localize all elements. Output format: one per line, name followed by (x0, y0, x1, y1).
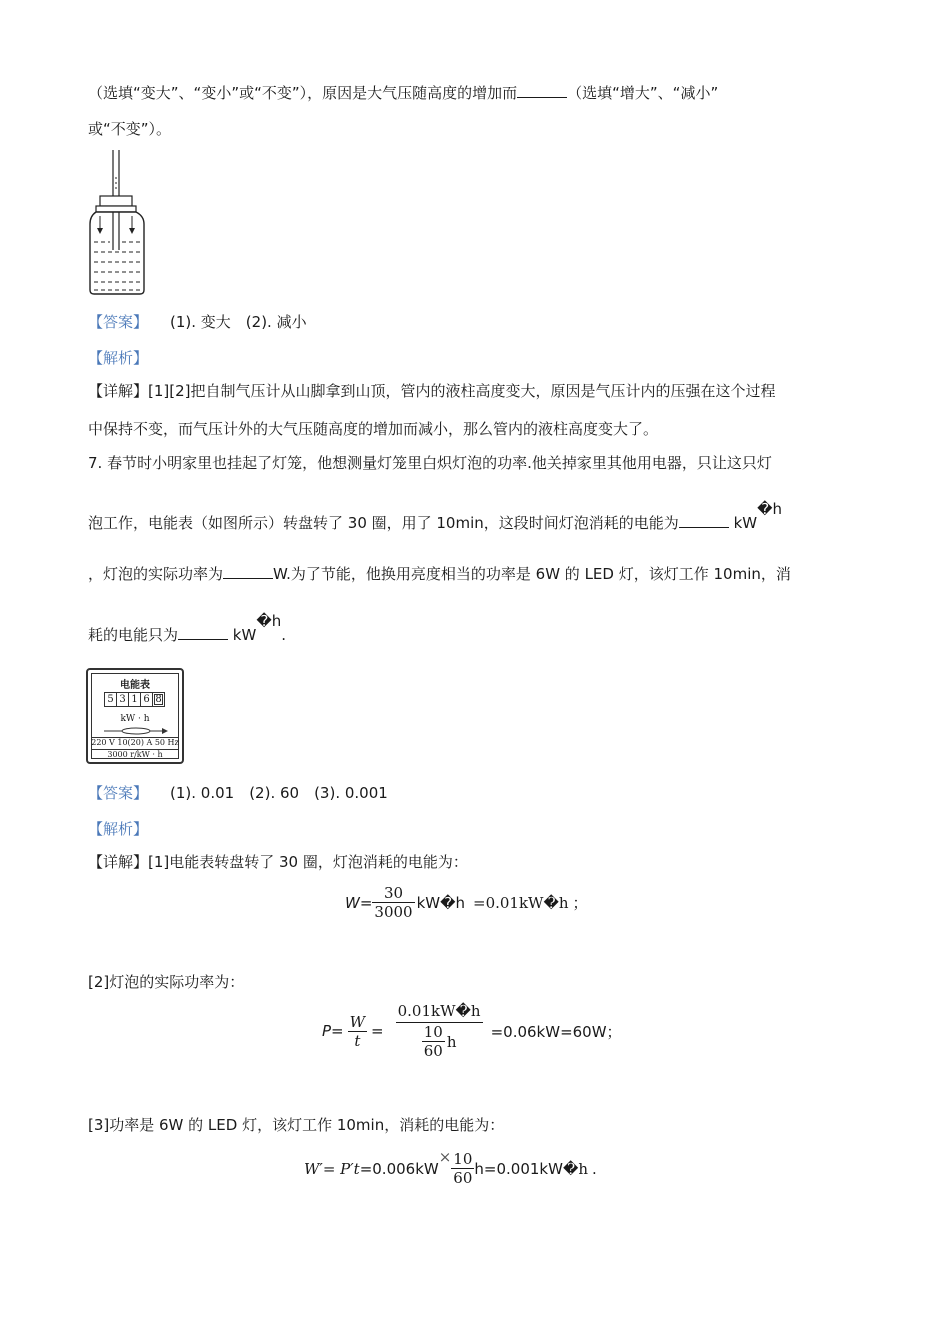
q7-answer: 【答案】 (1). 0.01 (2). 60 (3). 0.001 (88, 784, 388, 802)
fraction: $\frac{30}{3000}$ (374, 884, 413, 921)
fraction: $\frac{W}{t}$ (349, 1012, 366, 1050)
meter-digit: 6 (141, 693, 153, 706)
q6-answer: 【答案】 (1). 变大 (2). 减小 (88, 313, 307, 331)
barometer-figure (86, 150, 148, 296)
answer-blank[interactable] (223, 564, 273, 579)
meter-spec: 220 V 10(20) A 50 Hz (91, 738, 179, 747)
q7-detail3: [3]功率是 6W 的 LED 灯，该灯工作 10min，消耗的电能为： (88, 1116, 505, 1134)
equation-2: P= $\frac{W}{t}$ = 0.01kW�h $\frac{10}{60}$ h =0.06kW=60W； (322, 1002, 622, 1060)
q7-analysis-tag: 【解析】 (88, 820, 149, 838)
fraction: $\frac{10}{60}$ (423, 1023, 443, 1060)
q7-line4: 耗的电能只为 kW�h. (88, 612, 286, 644)
fraction: $\frac{10}{60}$ (453, 1150, 473, 1187)
equation-3: W′= P′t =0.006kW × $\frac{10}{60}$ h=0.001kW �h . (304, 1147, 597, 1187)
meter-unit: kW · h (120, 714, 150, 724)
equation-1: W= $\frac{30}{3000}$ kW�h =0.01kW�h ； (345, 884, 588, 921)
meter-rev: 3000 r/kW · h (91, 749, 179, 759)
meter-disc-arrow (102, 726, 170, 736)
electricity-meter-figure (86, 668, 184, 764)
q6-detail-line2: 中保持不变，而气压计外的大气压随高度的增加而减小，那么管内的液柱高度变大了。 (88, 420, 659, 438)
meter-digit: 8 (153, 693, 164, 706)
q6-line2: 或“不变”）。 (88, 120, 172, 138)
meter-digit: 1 (129, 693, 141, 706)
q6-detail-line1: 【详解】[1][2]把自制气压计从山脚拿到山顶，管内的液柱高度变大，原因是气压计内的压强在这个过程 (88, 382, 776, 400)
q7-line2: 泡工作，电能表（如图所示）转盘转了 30 圈，用了 10min，这段时间灯泡消耗的电能为 kW�h (88, 500, 782, 532)
meter-digit: 5 (105, 693, 117, 706)
q7-detail1: 【详解】[1]电能表转盘转了 30 圈，灯泡消耗的电能为： (88, 853, 468, 871)
q7-line1: 7. 春节时小明家里也挂起了灯笼，他想测量灯笼里白炽灯泡的功率.他关掉家里其他用电器，只让这只灯 (88, 454, 772, 472)
meter-digits (104, 692, 165, 707)
q6-line1: （选填“变大”、“变小”或“不变”），原因是大气压随高度的增加而 （选填“增大”、“减小” (88, 84, 719, 102)
q7-line3: ，灯泡的实际功率为 W.为了节能，他换用亮度相当的功率是 6W 的 LED 灯，该灯工作 10min，消 (88, 565, 791, 583)
q7-detail2: [2]灯泡的实际功率为： (88, 973, 245, 991)
meter-digit: 3 (117, 693, 129, 706)
compound-fraction: 0.01kW�h $\frac{10}{60}$ h (397, 1002, 481, 1060)
answer-blank[interactable] (178, 625, 228, 640)
answer-blank[interactable] (679, 513, 729, 528)
meter-title: 电能表 (120, 680, 150, 691)
answer-blank[interactable] (517, 83, 567, 98)
q6-analysis-tag: 【解析】 (88, 349, 149, 367)
